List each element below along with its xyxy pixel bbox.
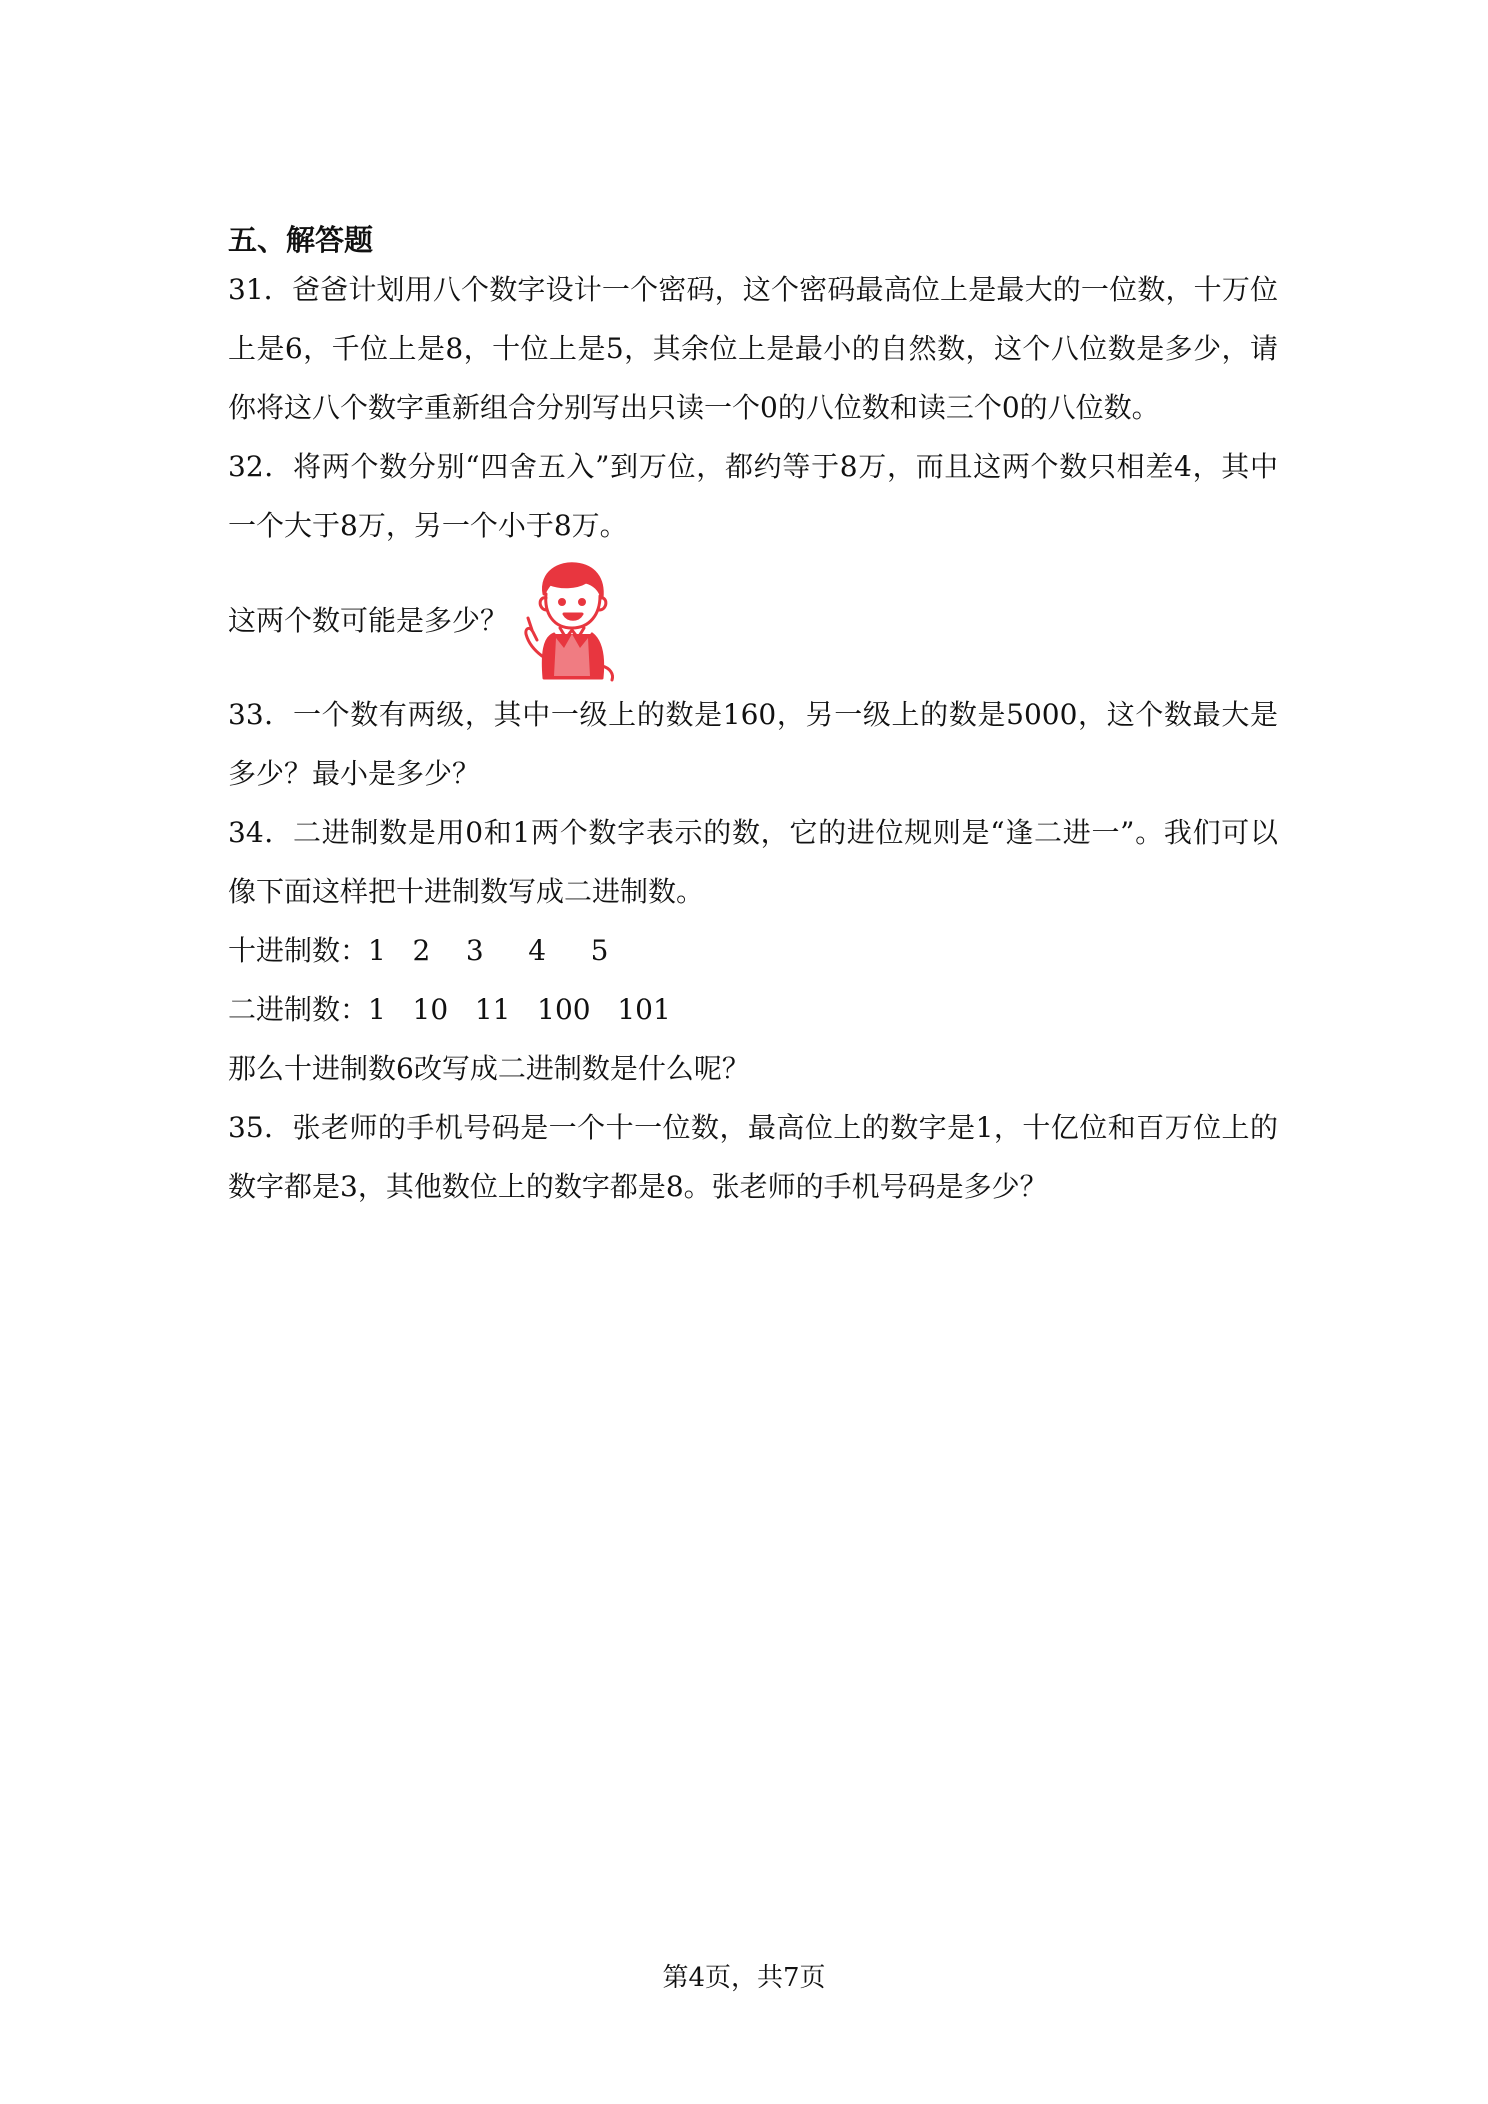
question-32: 32．将两个数分别“四舍五入”到万位，都约等于8万，而且这两个数只相差4，其中一个大于8万，另一个小于8万。 (228, 450, 1278, 542)
question-32-prompt-row (228, 555, 1278, 685)
content-area (228, 220, 1278, 1216)
question-34-ask: 那么十进制数6改写成二进制数是什么呢？ (228, 1052, 750, 1085)
question-35: 35．张老师的手机号码是一个十一位数，最高位上的数字是1，十亿位和百万位上的数字都是3，其他数位上的数字都是8。张老师的手机号码是多少？ (228, 1111, 1278, 1203)
page-footer: 第4页，共7页 (662, 1963, 826, 1993)
question-31: 31．爸爸计划用八个数字设计一个密码，这个密码最高位上是最大的一位数，十万位上是6，千位上是8，十位上是5，其余位上是最小的自然数，这个八位数是多少，请你将这八个数字重新组合分别写出只读一个0的八位数和读三个0的八位数。 (228, 273, 1278, 424)
decimal-row: 十进制数：1 2 3 4 5 (228, 934, 609, 967)
boy-illustration-icon (520, 558, 620, 682)
question-34: 34．二进制数是用0和1两个数字表示的数，它的进位规则是“逢二进一”。我们可以像下面这样把十进制数写成二进制数。 (228, 816, 1278, 908)
section-title: 五、解答题 (228, 223, 374, 257)
binary-row: 二进制数：1 10 11 100 101 (228, 993, 671, 1026)
question-33: 33．一个数有两级，其中一级上的数是160，另一级上的数是5000，这个数最大是多少？最小是多少？ (228, 698, 1278, 790)
question-32-prompt: 这两个数可能是多少？ (228, 603, 509, 637)
